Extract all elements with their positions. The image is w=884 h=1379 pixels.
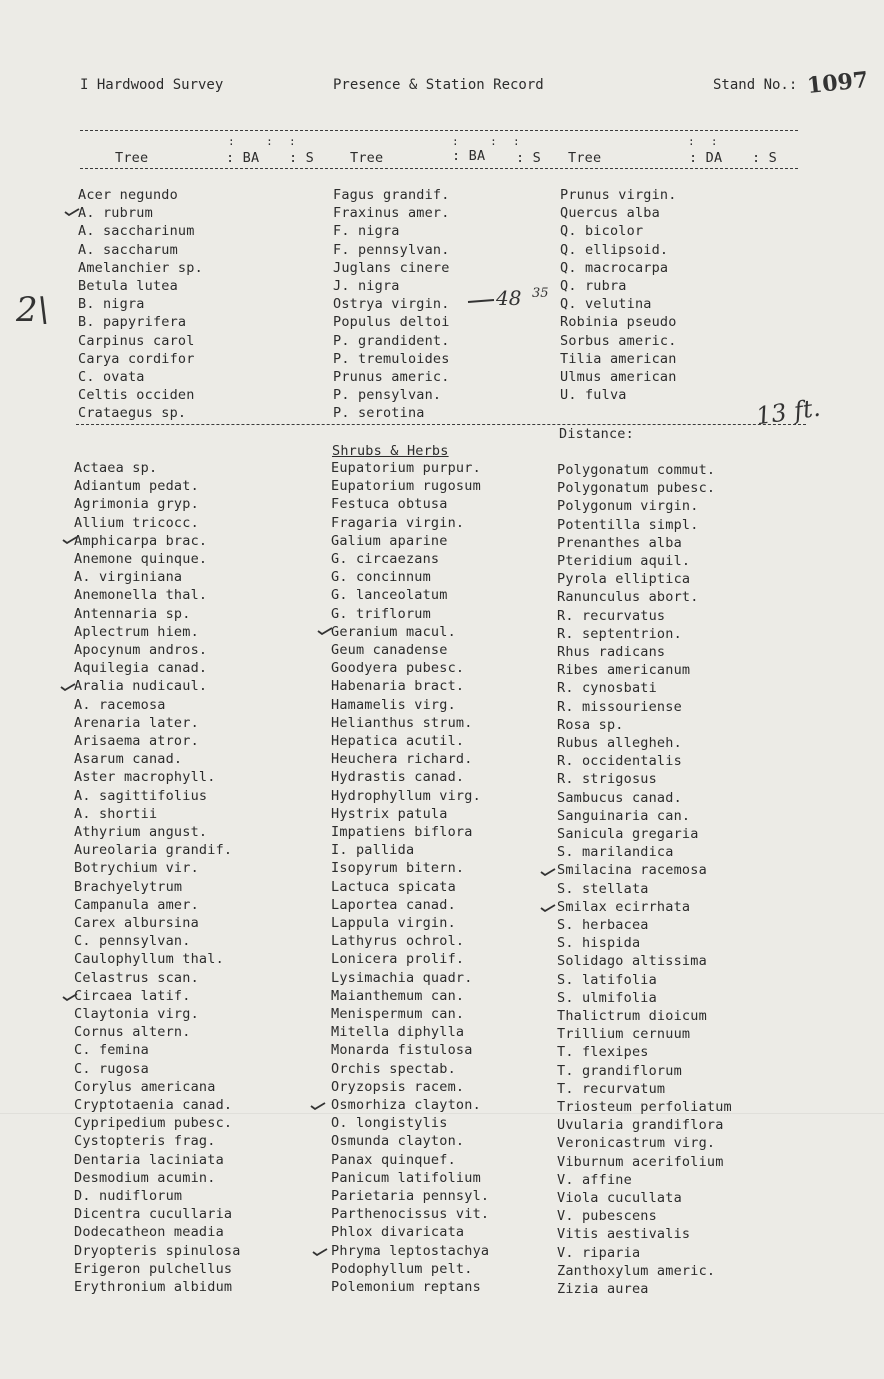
colon-marks-3: : : <box>688 135 719 148</box>
distance-label: Distance: <box>559 426 634 442</box>
species-entry: Lathyrus ochrol. <box>331 933 465 950</box>
species-entry: Q. ellipsoid. <box>560 241 669 258</box>
species-entry: Isopyrum bitern. <box>331 860 465 877</box>
rule-distance <box>76 424 806 425</box>
species-entry: R. cynosbati <box>557 680 657 697</box>
species-entry: Helianthus strum. <box>331 714 473 731</box>
species-entry: Ostrya virgin. <box>333 296 450 313</box>
species-entry: Antennaria sp. <box>74 605 191 622</box>
species-entry: Dentaria laciniata <box>74 1151 224 1168</box>
species-entry: Aster macrophyll. <box>74 769 216 786</box>
species-entry: Uvularia grandiflora <box>557 1117 724 1134</box>
species-entry: Carya cordifor <box>78 350 195 367</box>
species-entry: P. pensylvan. <box>333 387 442 404</box>
species-entry: Sanicula gregaria <box>557 826 699 842</box>
species-entry: Lappula virgin. <box>331 915 456 931</box>
species-entry: Asarum canad. <box>74 751 183 768</box>
species-entry: Impatiens biflora <box>331 824 473 840</box>
species-entry: Orchis spectab. <box>331 1060 456 1077</box>
aralia-check-icon <box>60 683 76 691</box>
species-entry: Pteridium aquil. <box>557 553 691 569</box>
species-entry: Robinia pseudo <box>560 314 677 331</box>
species-entry: Carpinus carol <box>78 332 195 349</box>
species-entry: Arisaema atror. <box>74 733 199 749</box>
species-entry: Hydrophyllum virg. <box>331 787 481 804</box>
species-entry: Phlox divaricata <box>331 1224 465 1241</box>
species-entry: Corylus americana <box>74 1078 216 1095</box>
species-entry: F. nigra <box>333 223 400 240</box>
species-entry: Fraxinus amer. <box>333 205 450 222</box>
species-entry: Aplectrum hiem. <box>74 623 199 640</box>
species-entry: Cornus altern. <box>74 1024 191 1041</box>
species-entry: Geum canadense <box>331 642 448 658</box>
species-entry: S. herbacea <box>557 917 649 933</box>
colon-marks-1: : : : <box>228 135 297 148</box>
species-entry: Lactuca spicata <box>331 878 456 895</box>
species-entry: O. longistylis <box>331 1115 448 1132</box>
col-header-tree-2: Tree <box>350 150 384 166</box>
species-entry: J. nigra <box>333 278 400 294</box>
species-entry: V. pubescens <box>557 1208 657 1225</box>
col-header-ba-2: : BA <box>452 148 486 164</box>
species-entry: Polygonatum commut. <box>557 462 716 478</box>
species-entry: Ulmus american <box>560 369 677 385</box>
species-entry: Maianthemum can. <box>331 987 465 1004</box>
species-entry: Osmorhiza clayton. <box>331 1097 481 1113</box>
species-entry: Trillium cernuum <box>557 1026 691 1043</box>
species-entry: Podophyllum pelt. <box>331 1260 473 1277</box>
species-entry: G. lanceolatum <box>331 587 448 604</box>
species-entry: S. marilandica <box>557 844 674 861</box>
species-entry: B. nigra <box>78 296 145 313</box>
species-entry: Dicentra cucullaria <box>74 1206 233 1223</box>
species-entry: Prunus virgin. <box>560 187 677 203</box>
species-entry: Oryzopsis racem. <box>331 1078 465 1095</box>
species-entry: Quercus alba <box>560 205 660 222</box>
species-entry: Polygonum virgin. <box>557 498 699 515</box>
species-entry: Panicum latifolium <box>331 1169 481 1186</box>
species-entry: I. pallida <box>331 842 415 859</box>
smilax-check-icon <box>540 904 556 912</box>
species-entry: P. tremuloides <box>333 350 450 367</box>
species-entry: C. ovata <box>78 369 145 385</box>
col-header-s-3: : S <box>752 150 777 166</box>
species-entry: Amphicarpa brac. <box>74 532 208 549</box>
amphicarpa-check-icon <box>62 536 78 544</box>
species-entry: Parietaria pennsyl. <box>331 1188 490 1204</box>
species-entry: Aquilegia canad. <box>74 660 208 677</box>
species-entry: A. racemosa <box>74 696 166 713</box>
species-entry: Goodyera pubesc. <box>331 660 465 677</box>
species-entry: Prunus americ. <box>333 369 450 385</box>
species-entry: Smilacina racemosa <box>557 862 707 879</box>
ostrya-dash-icon <box>466 296 496 306</box>
species-entry: Menispermum can. <box>331 1006 465 1022</box>
species-entry: Solidago altissima <box>557 953 707 970</box>
species-entry: Caulophyllum thal. <box>74 951 224 968</box>
species-entry: Mitella diphylla <box>331 1024 465 1041</box>
species-entry: Polemonium reptans <box>331 1279 481 1295</box>
species-entry: Zanthoxylum americ. <box>557 1262 716 1279</box>
species-entry: Claytonia virg. <box>74 1006 199 1022</box>
species-entry: Vitis aestivalis <box>557 1226 691 1243</box>
species-entry: Anemone quinque. <box>74 551 208 567</box>
species-entry: Phryma leptostachya <box>331 1242 490 1259</box>
record-title: Presence & Station Record <box>333 77 544 93</box>
species-entry: Rhus radicans <box>557 644 666 660</box>
species-entry: A. saccharinum <box>78 223 195 240</box>
species-entry: Sorbus americ. <box>560 332 677 349</box>
species-entry: Q. rubra <box>560 278 627 294</box>
species-entry: Adiantum pedat. <box>74 478 199 495</box>
species-entry: B. papyrifera <box>78 314 187 331</box>
paper-fold <box>0 1113 884 1114</box>
species-entry: Arenaria later. <box>74 714 199 731</box>
species-entry: Laportea canad. <box>331 896 456 913</box>
stand-label: Stand No.: <box>713 77 798 93</box>
species-entry: V. riparia <box>557 1244 641 1261</box>
species-entry: Viola cucullata <box>557 1190 682 1206</box>
species-entry: S. hispida <box>557 935 641 952</box>
species-entry: P. grandident. <box>333 332 450 349</box>
species-entry: S. latifolia <box>557 971 657 988</box>
species-entry: V. affine <box>557 1171 632 1188</box>
species-entry: Cryptotaenia canad. <box>74 1097 233 1113</box>
species-entry: Heuchera richard. <box>331 751 473 768</box>
col-header-s-2: : S <box>516 150 541 166</box>
species-entry: P. serotina <box>333 405 425 422</box>
species-entry: Fagus grandif. <box>333 187 450 203</box>
species-entry: Sanguinaria can. <box>557 807 691 824</box>
species-entry: G. concinnum <box>331 569 431 586</box>
species-entry: C. femina <box>74 1042 149 1059</box>
species-entry: Aralia nudicaul. <box>74 678 208 695</box>
species-entry: Geranium macul. <box>331 623 456 640</box>
species-entry: R. septentrion. <box>557 625 682 642</box>
species-entry: Ranunculus abort. <box>557 589 699 606</box>
species-entry: Erythronium albidum <box>74 1279 233 1295</box>
species-entry: Actaea sp. <box>74 460 158 476</box>
species-entry: Allium tricocc. <box>74 514 199 531</box>
species-entry: Festuca obtusa <box>331 496 448 513</box>
species-entry: Q. bicolor <box>560 223 644 240</box>
species-entry: Triosteum perfoliatum <box>557 1099 732 1115</box>
species-entry: Carex albursina <box>74 915 199 931</box>
species-entry: D. nudiflorum <box>74 1188 183 1204</box>
col-header-tree-1: Tree <box>115 150 149 166</box>
species-entry: A. sagittifolius <box>74 787 208 804</box>
species-entry: Acer negundo <box>78 187 178 203</box>
left-margin-mark: 2\ <box>16 290 50 330</box>
species-entry: Amelanchier sp. <box>78 259 203 276</box>
species-entry: A. rubrum <box>78 205 153 222</box>
species-entry: Dodecatheon meadia <box>74 1224 224 1241</box>
species-entry: Polygonatum pubesc. <box>557 480 716 497</box>
species-entry: Osmunda clayton. <box>331 1133 465 1150</box>
species-entry: Desmodium acumin. <box>74 1169 216 1186</box>
species-entry: T. recurvatum <box>557 1080 666 1097</box>
species-entry: Celtis occiden <box>78 387 195 404</box>
survey-title: I Hardwood Survey <box>80 77 224 93</box>
species-entry: Monarda fistulosa <box>331 1042 473 1059</box>
species-entry: Athyrium angust. <box>74 824 208 840</box>
species-entry: Apocynum andros. <box>74 642 208 658</box>
shrubs-heading: Shrubs & Herbs <box>332 443 449 459</box>
species-entry: Cystopteris frag. <box>74 1133 216 1150</box>
stand-number: 1097 <box>805 66 870 100</box>
species-entry: Anemonella thal. <box>74 587 208 604</box>
species-entry: Hamamelis virg. <box>331 696 456 713</box>
species-entry: Erigeron pulchellus <box>74 1260 233 1277</box>
ostrya-subvalue: 35 <box>532 286 549 301</box>
species-entry: S. ulmifolia <box>557 989 657 1006</box>
ostrya-value: 48 <box>496 286 522 310</box>
col-header-s-1: : S <box>289 150 314 166</box>
species-entry: G. triflorum <box>331 605 431 622</box>
species-entry: Campanula amer. <box>74 896 199 913</box>
col-header-tree-3: Tree <box>568 150 602 166</box>
species-entry: Lonicera prolif. <box>331 951 465 968</box>
species-entry: Smilax ecirrhata <box>557 898 691 915</box>
species-entry: Pyrola elliptica <box>557 571 691 588</box>
species-entry: Rubus allegheh. <box>557 735 682 751</box>
species-entry: A. virginiana <box>74 569 183 586</box>
species-entry: Galium aparine <box>331 532 448 549</box>
species-entry: Parthenocissus vit. <box>331 1206 490 1223</box>
species-entry: F. pennsylvan. <box>333 241 450 258</box>
species-entry: Crataegus sp. <box>78 405 187 422</box>
species-entry: R. occidentalis <box>557 753 682 770</box>
species-entry: Prenanthes alba <box>557 534 682 551</box>
species-entry: R. recurvatus <box>557 607 666 624</box>
species-entry: Celastrus scan. <box>74 969 199 986</box>
species-entry: Thalictrum dioicum <box>557 1008 707 1024</box>
species-entry: Hystrix patula <box>331 805 448 822</box>
species-entry: Tilia american <box>560 350 677 367</box>
species-entry: Q. velutina <box>560 296 652 313</box>
species-entry: Ribes americanum <box>557 662 691 679</box>
colon-marks-2: : : : <box>452 135 521 148</box>
species-entry: C. rugosa <box>74 1060 149 1077</box>
smilacina-check-icon <box>540 868 556 876</box>
species-entry: Populus deltoi <box>333 314 450 331</box>
species-entry: Botrychium vir. <box>74 860 199 877</box>
species-entry: Zizia aurea <box>557 1281 649 1297</box>
species-entry: Potentilla simpl. <box>557 516 699 533</box>
col-header-ba-3: : DA <box>689 150 723 166</box>
species-entry: Hepatica acutil. <box>331 733 465 749</box>
col-header-ba-1: : BA <box>226 150 260 166</box>
species-entry: Juglans cinere <box>333 259 450 276</box>
species-entry: Rosa sp. <box>557 716 624 733</box>
species-entry: Fragaria virgin. <box>331 514 465 531</box>
species-entry: U. fulva <box>560 387 627 404</box>
species-entry: R. missouriense <box>557 698 682 715</box>
species-entry: Eupatorium purpur. <box>331 460 481 476</box>
species-entry: A. shortii <box>74 805 158 822</box>
species-entry: Lysimachia quadr. <box>331 969 473 986</box>
species-entry: Circaea latif. <box>74 987 191 1004</box>
species-entry: Habenaria bract. <box>331 678 465 695</box>
distance-value: 13 ft. <box>754 393 822 431</box>
rule-header <box>80 168 798 169</box>
species-entry: C. pennsylvan. <box>74 933 191 950</box>
species-entry: T. flexipes <box>557 1044 649 1061</box>
species-entry: Aureolaria grandif. <box>74 842 233 859</box>
species-entry: Cypripedium pubesc. <box>74 1115 233 1132</box>
rubrum-check-icon <box>64 208 80 216</box>
species-entry: Dryopteris spinulosa <box>74 1242 241 1259</box>
species-entry: Brachyelytrum <box>74 878 183 895</box>
species-entry: Viburnum acerifolium <box>557 1153 724 1170</box>
species-entry: Betula lutea <box>78 278 178 294</box>
phryma-check-icon <box>312 1248 328 1256</box>
species-entry: A. saccharum <box>78 241 178 258</box>
species-entry: R. strigosus <box>557 771 657 788</box>
species-entry: Sambucus canad. <box>557 789 682 806</box>
species-entry: Hydrastis canad. <box>331 769 465 786</box>
species-entry: Veronicastrum virg. <box>557 1135 716 1152</box>
osmorhiza-check-icon <box>310 1102 326 1110</box>
species-entry: Q. macrocarpa <box>560 259 669 276</box>
circaea-check-icon <box>62 993 78 1001</box>
species-entry: Panax quinquef. <box>331 1151 456 1168</box>
species-entry: G. circaezans <box>331 551 440 567</box>
species-entry: S. stellata <box>557 880 649 897</box>
species-entry: T. grandiflorum <box>557 1062 682 1079</box>
rule-top <box>80 130 798 131</box>
species-entry: Eupatorium rugosum <box>331 478 481 495</box>
species-entry: Agrimonia gryp. <box>74 496 199 513</box>
geranium-check-icon <box>317 627 333 635</box>
